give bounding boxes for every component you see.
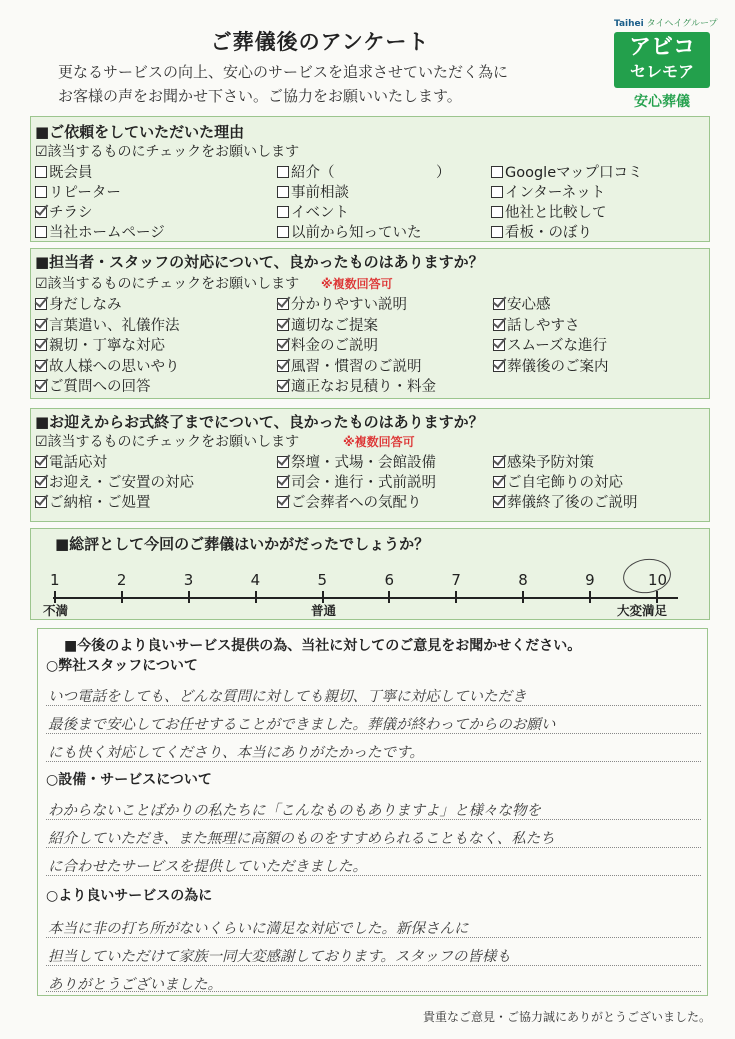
checkbox[interactable] [277, 298, 289, 310]
section-request-reason [30, 116, 710, 242]
checkbox-item[interactable] [35, 355, 180, 376]
checkbox-label: リピーター [49, 185, 121, 201]
checkbox-label: Googleマップ口コミ [505, 165, 643, 181]
rating-tick [322, 591, 324, 603]
section-heading: ■お迎えからお式終了までについて、良かったものはありますか？ [35, 413, 484, 431]
section-instruction: ☑該当するものにチェックをお願いします [35, 434, 300, 450]
rating-option-10[interactable]: 10 [648, 571, 668, 589]
rating-tick [455, 591, 457, 603]
group-brand: Taihei [614, 19, 644, 29]
thank-you-footer: 貴重なご意見・ご協力誠にありがとうございました。 [422, 1010, 711, 1024]
checkbox-item[interactable] [35, 221, 165, 242]
checkbox-label: 紹介（ ） [291, 165, 451, 181]
checkbox-item[interactable] [277, 355, 422, 376]
better-comment-line-1: 本当に非の打ち所がないくらいに満足な対応でした。新保さんに [48, 921, 469, 937]
checkbox-item[interactable] [491, 161, 643, 182]
comments-heading: ■今後のより良いサービス提供の為、当社に対してのご意見をお聞かせください。 [64, 638, 582, 654]
service-comment-line-2: 紹介していただき、また無理に高額のものをすすめられることもなく、私たち [48, 831, 555, 847]
rating-option-5[interactable]: 5 [317, 571, 328, 589]
checkbox-label: 分かりやすい説明 [291, 297, 407, 313]
checkbox[interactable] [491, 186, 503, 198]
checkbox-label: 感染予防対策 [507, 455, 594, 471]
checkbox-item[interactable] [491, 201, 607, 222]
checkbox-label: 事前相談 [291, 185, 349, 201]
rating-option-1[interactable]: 1 [50, 571, 60, 589]
checkbox[interactable] [277, 319, 289, 331]
checkbox[interactable] [493, 496, 505, 508]
logo-line-2: セレモア [629, 62, 694, 81]
checkbox-label: 安心感 [507, 297, 551, 313]
rating-option-2[interactable]: 2 [116, 571, 127, 589]
checkbox-item[interactable] [277, 314, 378, 335]
checkbox[interactable] [277, 456, 289, 468]
checkbox-label: 適正なお見積り・料金 [291, 379, 436, 395]
checkbox[interactable] [35, 360, 47, 372]
checkbox-item[interactable] [277, 375, 436, 396]
multiple-answers-note: ※複数回答可 [321, 277, 393, 291]
checkbox-label: 看板・のぼり [505, 225, 592, 241]
checkbox[interactable] [35, 476, 47, 488]
checkbox[interactable] [491, 226, 503, 238]
checkbox-item[interactable] [277, 451, 436, 472]
better-comment-line-3: ありがとうございました。 [48, 977, 222, 993]
checkbox-label: 他社と比較して [505, 205, 607, 221]
company-logo [614, 16, 718, 111]
checkbox-item[interactable] [493, 471, 623, 492]
rating-tick [522, 591, 524, 603]
checkbox-label: ご会葬者への気配り [291, 495, 422, 511]
checkbox-label: ご自宅飾りの対応 [507, 475, 623, 491]
rating-option-8[interactable]: 8 [518, 571, 528, 589]
checkbox-label: インターネット [505, 185, 606, 201]
rating-option-9[interactable]: 9 [585, 571, 595, 589]
checkbox[interactable] [277, 380, 289, 392]
checkbox[interactable] [35, 298, 47, 310]
rating-tick [388, 591, 390, 603]
service-comment-title: ○設備・サービスについて [46, 772, 212, 788]
checkbox[interactable] [35, 380, 47, 392]
checkbox-label: 話しやすさ [507, 317, 580, 334]
checkbox-item[interactable] [493, 293, 551, 314]
checkbox[interactable] [277, 496, 289, 508]
checkbox[interactable] [493, 456, 505, 468]
staff-comment-line-3: にも快く対応してくださり、本当にありがたかったです。 [48, 745, 424, 761]
checkbox-item[interactable] [277, 221, 422, 242]
checkbox[interactable] [493, 298, 505, 310]
checkbox-item[interactable] [35, 334, 165, 355]
section-heading: ■担当者・スタッフの対応について、良かったものはありますか？ [35, 253, 484, 271]
rating-tick [656, 591, 658, 603]
checkbox[interactable] [35, 456, 47, 468]
checkbox-label: チラシ [49, 205, 93, 221]
checkbox[interactable] [277, 476, 289, 488]
checkbox-item[interactable] [277, 181, 349, 202]
rating-tick [121, 591, 123, 603]
rating-option-4[interactable]: 4 [250, 571, 261, 589]
checkbox-label: 言葉遣い、礼儀作法 [49, 317, 180, 334]
checkbox-label: スムーズな進行 [507, 338, 608, 354]
checkbox-item[interactable] [493, 314, 580, 335]
checkbox-item[interactable] [491, 221, 592, 242]
checkbox[interactable] [35, 226, 47, 238]
checkbox[interactable] [493, 319, 505, 331]
rating-tick [589, 591, 591, 603]
checkbox-item[interactable] [277, 293, 407, 314]
multiple-answers-note: ※複数回答可 [343, 435, 415, 449]
checkbox[interactable] [35, 206, 47, 218]
group-name [614, 16, 718, 29]
checkbox[interactable] [277, 206, 289, 218]
rating-tick [188, 591, 190, 603]
checkbox-label: 身だしなみ [49, 297, 122, 313]
checkbox-label: 既会員 [49, 165, 93, 181]
checkbox-label: 祭壇・式場・会館設備 [291, 455, 436, 471]
checkbox[interactable] [277, 166, 289, 178]
checkbox-label: 料金のご説明 [291, 338, 378, 354]
checkbox-item[interactable] [277, 471, 436, 492]
better-comment-line-2: 担当していただけて家族一同大変感謝しております。スタッフの皆様も [48, 949, 511, 965]
staff-comment-title: ○弊社スタッフについて [46, 658, 198, 674]
checkbox-item[interactable] [277, 161, 451, 182]
checkbox-label: 風習・慣習のご説明 [291, 358, 422, 375]
checkbox-item[interactable] [35, 314, 180, 335]
comments-section [37, 628, 708, 996]
checkbox-label: 司会・進行・式前説明 [291, 475, 436, 491]
intro-line-2: お客様の声をお聞かせ下さい。ご協力をお願いいたします。 [58, 87, 462, 105]
checkbox-item[interactable] [35, 451, 107, 472]
survey-title: ご葬儀後のアンケート [210, 30, 430, 54]
checkbox-item[interactable] [493, 451, 594, 472]
checkbox[interactable] [277, 360, 289, 372]
checkbox-label: 葬儀後のご案内 [507, 358, 609, 375]
checkbox-item[interactable] [35, 201, 93, 222]
rating-option-7[interactable]: 7 [451, 571, 461, 589]
checkbox-label: 電話応対 [49, 455, 107, 471]
service-comment-line-3: に合わせたサービスを提供していただきました。 [48, 859, 367, 875]
checkbox[interactable] [277, 186, 289, 198]
section-heading: ■ご依頼をしていただいた理由 [35, 123, 245, 141]
checkbox[interactable] [35, 319, 47, 331]
checkbox-item[interactable] [277, 334, 378, 355]
rating-tick [54, 591, 56, 603]
checkbox-label: 葬儀終了後のご説明 [507, 495, 638, 511]
checkbox-item[interactable] [35, 293, 122, 314]
rating-low-label: 不満 [43, 603, 69, 618]
checkbox-label: お迎え・ご安置の対応 [49, 475, 194, 491]
logo-sub: 安心葬儀 [634, 94, 690, 110]
rating-scale-line [53, 597, 678, 599]
rating-tick [255, 591, 257, 603]
checkbox-item[interactable] [35, 491, 151, 512]
section-ceremony-experience [30, 408, 710, 522]
checkbox-item[interactable] [35, 471, 194, 492]
checkbox[interactable] [35, 496, 47, 508]
checkbox[interactable] [491, 206, 503, 218]
checkbox[interactable] [277, 226, 289, 238]
checkbox[interactable] [493, 360, 505, 372]
checkbox-item[interactable] [491, 181, 605, 202]
checkbox-label: 当社ホームページ [49, 225, 165, 241]
rating-high-label: 大変満足 [617, 603, 668, 618]
checkbox-label: イベント [291, 205, 349, 221]
checkbox-label: 以前から知っていた [291, 225, 422, 241]
checkbox[interactable] [493, 339, 505, 351]
checkbox-item[interactable] [493, 355, 609, 376]
checkbox-label: ご納棺・ご処置 [49, 495, 151, 511]
checkbox-item[interactable] [35, 375, 151, 396]
checkbox-item[interactable] [277, 491, 422, 512]
intro-text [58, 60, 508, 108]
logo-line-1: アビコ [628, 35, 695, 60]
checkbox-label: 故人様への思いやり [49, 358, 180, 375]
checkbox-label: 親切・丁寧な対応 [49, 338, 165, 354]
checkbox-label: ご質問への回答 [49, 379, 151, 395]
staff-comment-line-1: いつ電話をしても、どんな質問に対しても親切、丁寧に対応していただき [48, 689, 527, 705]
better-service-title: ○より良いサービスの為に [46, 888, 213, 904]
intro-line-1: 更なるサービスの向上、安心のサービスを追求させていただく為に [58, 63, 509, 81]
checkbox[interactable] [35, 186, 47, 198]
checkbox[interactable] [35, 339, 47, 351]
section-instruction: ☑該当するものにチェックをお願いします [35, 276, 300, 292]
section-instruction: ☑該当するものにチェックをお願いします [35, 144, 300, 160]
checkbox[interactable] [491, 166, 503, 178]
checkbox-label: 適切なご提案 [291, 317, 378, 334]
checkbox-item[interactable] [493, 491, 638, 512]
rating-option-6[interactable]: 6 [384, 571, 394, 589]
checkbox[interactable] [277, 339, 289, 351]
section-overall-rating [30, 528, 710, 620]
checkbox-item[interactable] [35, 161, 93, 182]
logo-badge [614, 32, 710, 88]
checkbox-item[interactable] [277, 201, 349, 222]
checkbox-item[interactable] [493, 334, 607, 355]
staff-comment-line-2: 最後まで安心してお任せすることができました。葬儀が終わってからのお願い [48, 717, 556, 733]
checkbox[interactable] [35, 166, 47, 178]
checkbox[interactable] [493, 476, 505, 488]
rating-mid-label: 普通 [311, 603, 337, 618]
service-comment-line-1: わからないことばかりの私たちに「こんなものもありますよ」と様々な物を [48, 803, 541, 819]
checkbox-item[interactable] [35, 181, 121, 202]
rating-option-3[interactable]: 3 [183, 571, 194, 589]
section-staff-response [30, 248, 710, 399]
section-heading: ■総評として今回のご葬儀はいかがだったでしょうか？ [55, 535, 430, 553]
group-text: タイヘイグループ [646, 19, 718, 29]
